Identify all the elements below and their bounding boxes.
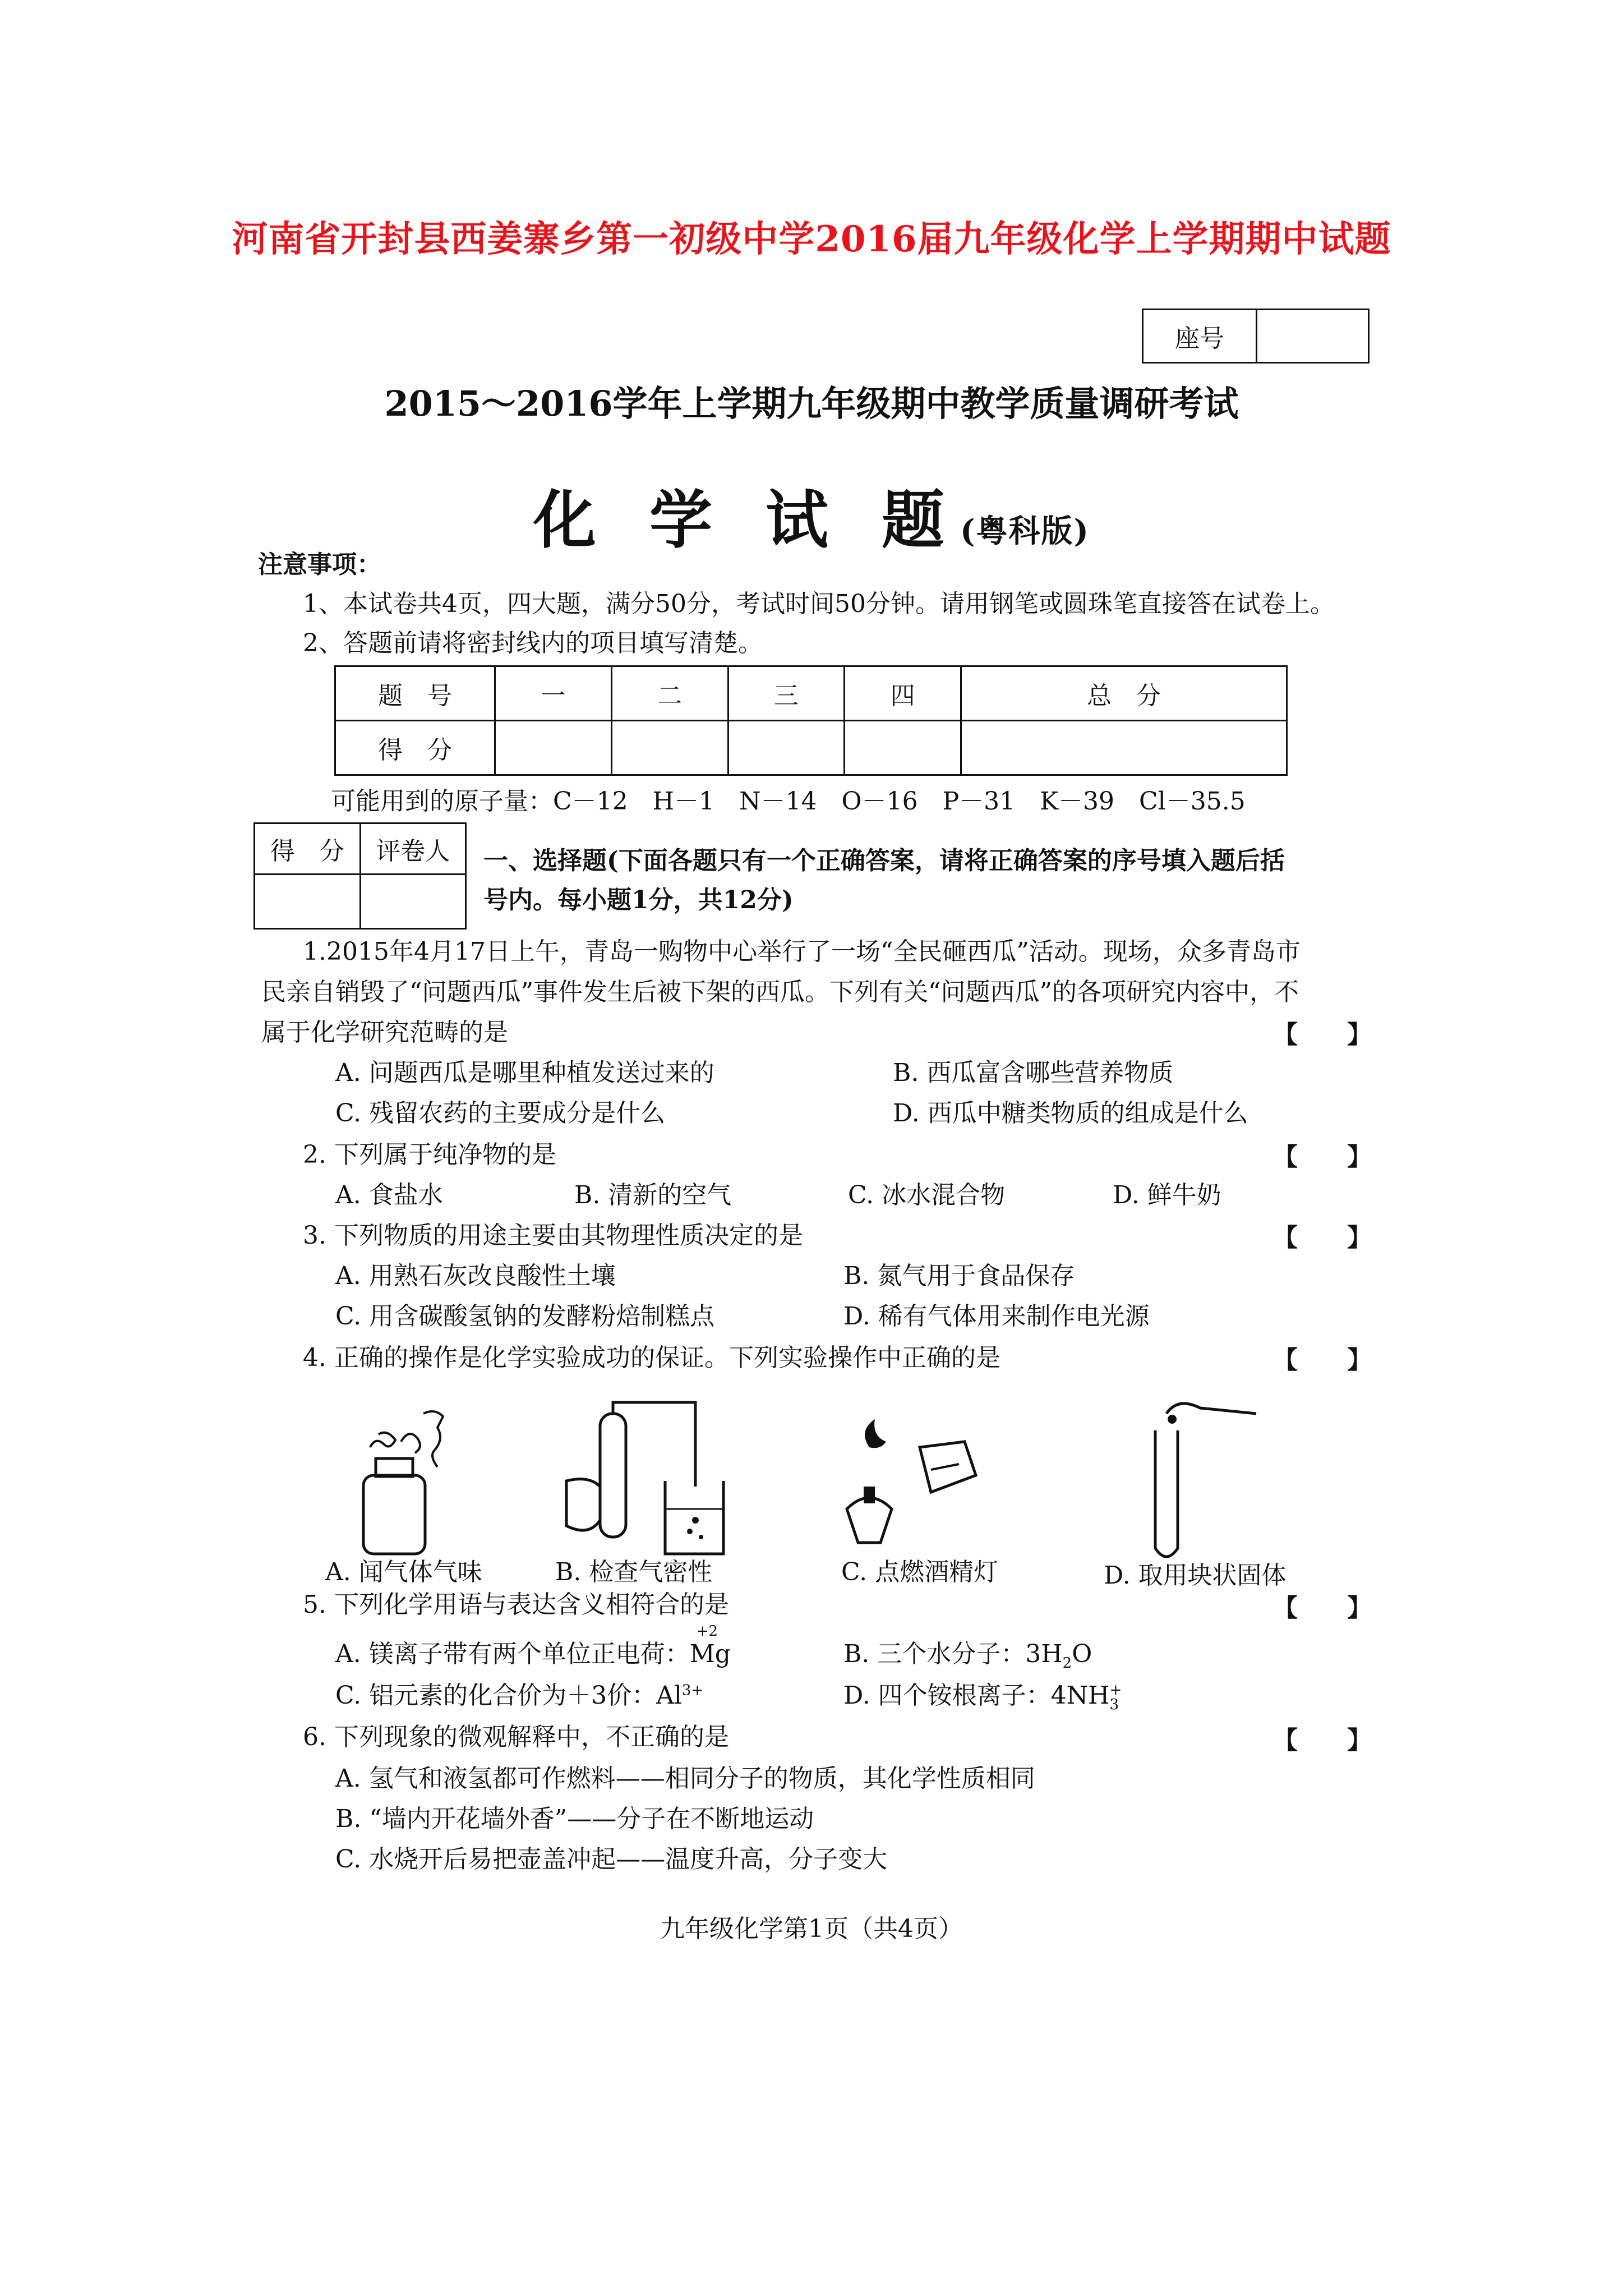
score-header-cell: 二 [611,666,728,721]
exam-title: 2015～2016学年上学期九年级期中教学质量调研考试 [384,383,1239,424]
q3-option-c: C. 用含碳酸氢钠的发酵粉焙制糕点 [335,1302,715,1331]
q5-option-b-text: B. 三个水分子：3H [843,1640,1063,1668]
q5-option-b [843,1634,1092,1672]
q3-answer-bracket[interactable]: 【 】 [1273,1223,1372,1252]
q4-answer-bracket[interactable]: 【 】 [1273,1346,1372,1374]
score-table [334,665,1288,776]
q1-stem-line1: 1.2015年4月17日上午，青岛一购物中心举行了一场“全民砸西瓜”活动。现场，众多青岛市 [303,937,1301,966]
q2-option-b: B. 清新的空气 [574,1181,732,1209]
q5-option-b-sub: 2 [1062,1654,1072,1672]
q6-stem: 6. 下列现象的微观解释中，不正确的是 [303,1723,729,1751]
q6-option-c: C. 水烧开后易把壶盖冲起——温度升高，分子变大 [335,1845,888,1874]
score-row-label: 得 分 [335,721,495,775]
section1-heading-line2: 号内。每小题1分，共12分) [483,886,794,914]
page-footer: 九年级化学第1页（共4页） [660,1915,963,1943]
q2-option-a: A. 食盐水 [335,1181,443,1209]
score-cell[interactable] [495,721,612,775]
q5-option-c [335,1675,703,1711]
q1-option-d: D. 西瓜中糖类物质的组成是什么 [893,1099,1248,1128]
q5-option-d-text: D. 四个铵根离子：4NH [843,1681,1110,1710]
q4-stem: 4. 正确的操作是化学实验成功的保证。下列实验操作中正确的是 [303,1343,1000,1372]
score-header-cell: 总 分 [961,666,1287,721]
q1-option-a: A. 问题西瓜是哪里种植发送过来的 [335,1059,714,1087]
seat-input[interactable] [1257,310,1368,362]
grader-score-label: 得 分 [255,823,361,875]
airtight-check-icon [561,1402,729,1567]
score-table-header-row [335,666,1287,721]
q2-stem: 2. 下列属于纯净物的是 [303,1140,556,1169]
q5-stem: 5. 下列化学用语与表达含义相符合的是 [303,1590,729,1619]
edition-label: (粤科版) [960,513,1090,550]
q5-option-a-text: A. 镁离子带有两个单位正电荷： [335,1640,690,1668]
q1-answer-bracket[interactable]: 【 】 [1273,1020,1372,1049]
q6-answer-bracket[interactable]: 【 】 [1273,1726,1372,1755]
grader-score-cell[interactable] [255,875,361,929]
q4-caption-a: A. 闻气体气味 [325,1558,482,1586]
note-item-2: 2、答题前请将密封线内的项目填写清楚。 [303,629,763,657]
score-header-cell: 题 号 [335,666,495,721]
note-item-1: 1、本试卷共4页，四大题，满分50分，考试时间50分钟。请用钢笔或圆珠笔直接答在试卷上。 [303,590,1335,618]
score-cell[interactable] [961,721,1287,775]
score-header-cell: 一 [495,666,612,721]
q5-option-d [843,1675,1122,1712]
q5-option-d-sub: 3 [1109,1696,1119,1713]
test-tube-solid-icon [1133,1402,1267,1567]
score-header-cell: 四 [845,666,961,721]
q2-answer-bracket[interactable]: 【 】 [1273,1143,1372,1171]
q6-option-b: B. “墙内开花墙外香”——分子在不断地运动 [335,1805,814,1833]
score-table-score-row [335,721,1287,775]
q5-answer-bracket[interactable]: 【 】 [1273,1594,1372,1622]
score-header-cell: 三 [728,666,845,721]
q5-option-a-symbol [689,1623,731,1668]
score-cell[interactable] [728,721,845,775]
score-cell[interactable] [611,721,728,775]
q2-option-d: D. 鲜牛奶 [1113,1181,1221,1209]
q5-option-a-element: Mg [689,1640,731,1668]
seat-number-box [1142,309,1370,364]
grader-table [253,822,467,930]
q5-option-b-end: O [1072,1640,1092,1668]
q5-option-d-sup: + [1109,1681,1122,1699]
notes-heading: 注意事项： [258,550,381,579]
q4-caption-b: B. 检查气密性 [555,1558,713,1586]
q5-option-d-scripts [1110,1683,1122,1712]
q3-option-a: A. 用熟石灰改良酸性土壤 [335,1262,616,1290]
grader-label: 评卷人 [360,823,466,875]
q6-option-a: A. 氢气和液氢都可作燃料——相同分子的物质，其化学性质相同 [335,1764,1035,1793]
q1-stem-line3: 属于化学研究范畴的是 [261,1018,508,1047]
score-cell[interactable] [845,721,961,775]
q5-option-a [335,1623,731,1669]
q3-option-b: B. 氮气用于食品保存 [843,1262,1075,1290]
q5-option-c-sup: 3+ [681,1682,704,1699]
q3-stem: 3. 下列物质的用途主要由其物理性质决定的是 [303,1221,803,1250]
q4-caption-d: D. 取用块状固体 [1104,1561,1287,1590]
main-title [0,470,1623,560]
q2-option-c: C. 冰水混合物 [848,1181,1006,1209]
q1-option-b: B. 西瓜富含哪些营养物质 [893,1059,1174,1087]
q5-option-c-text: C. 铝元素的化合价为＋3价：Al [335,1681,682,1710]
main-title-text: 化 学 试 题 [533,484,960,557]
q1-option-c: C. 残留农药的主要成分是什么 [335,1099,666,1128]
smell-bottle-icon [348,1391,460,1562]
q1-stem-line2: 民亲自销毁了“问题西瓜”事件发生后被下架的西瓜。下列有关“问题西瓜”的各项研究内容中，不 [261,978,1299,1006]
q4-caption-c: C. 点燃酒精灯 [841,1558,999,1586]
q3-option-d: D. 稀有气体用来制作电光源 [843,1302,1150,1331]
document-title: 河南省开封县西姜寨乡第一初级中学2016届九年级化学上学期期中试题 [232,218,1391,260]
grader-name-cell[interactable] [360,875,466,929]
alcohol-lamp-icon [836,1414,981,1556]
section1-heading-line1: 一、选择题(下面各题只有一个正确答案，请将正确答案的序号填入题后括 [483,846,1285,875]
q5-option-a-charge: +2 [696,1623,718,1640]
seat-label: 座号 [1144,310,1257,362]
atomic-masses: 可能用到的原子量：C－12 H－1 N－14 O－16 P－31 K－39 Cl－35.5 [331,787,1246,816]
